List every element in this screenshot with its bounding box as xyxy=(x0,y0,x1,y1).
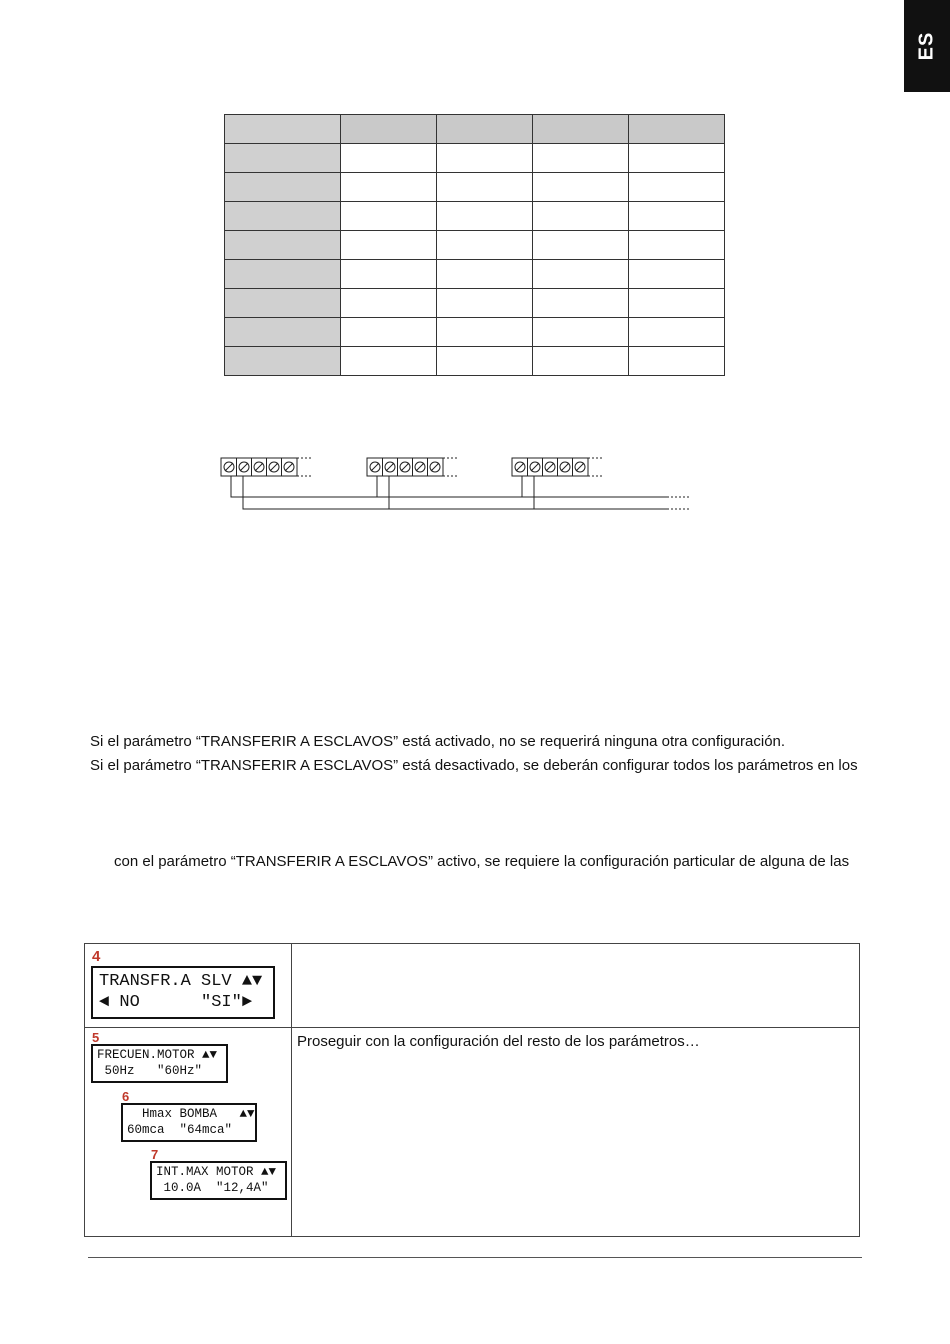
paragraph-transfer-on: Si el parámetro “TRANSFERIR A ESCLAVOS” está activado, no se requerirá ninguna otra configuración. xyxy=(90,733,786,750)
language-tab-label: ES xyxy=(915,31,938,61)
paragraph-transfer-note: con el parámetro “TRANSFERIR A ESCLAVOS” activo, se requiere la configuración particular de alguna de las xyxy=(114,853,850,870)
table-row xyxy=(225,260,725,289)
table-row xyxy=(225,202,725,231)
language-tab xyxy=(904,0,950,92)
table-row xyxy=(225,289,725,318)
table-row xyxy=(225,347,725,376)
terminal-wiring-diagram xyxy=(215,450,695,520)
table-row xyxy=(225,115,725,144)
bus-wires xyxy=(231,476,689,509)
step-number-7: 7 xyxy=(151,1147,159,1162)
table-row xyxy=(225,231,725,260)
table-row xyxy=(225,318,725,347)
blank-grid-table xyxy=(224,114,725,376)
step-number-4: 4 xyxy=(92,948,101,965)
configuration-table xyxy=(84,943,860,1237)
lcd-motor-max-current: INT.MAX MOTOR ▲▼ 10.0A "12,4A" xyxy=(150,1161,287,1200)
paragraph-transfer-off: Si el parámetro “TRANSFERIR A ESCLAVOS” está desactivado, se deberán configurar todos los parámetros en los xyxy=(90,757,858,774)
lcd-hmax-pump: Hmax BOMBA ▲▼ 60mca "64mca" xyxy=(121,1103,257,1142)
step-number-5: 5 xyxy=(92,1030,100,1045)
step-number-6: 6 xyxy=(122,1089,130,1104)
terminal-block xyxy=(367,458,459,476)
table-row xyxy=(225,173,725,202)
terminal-block xyxy=(512,458,604,476)
terminal-block xyxy=(221,458,313,476)
footer-rule xyxy=(88,1257,862,1258)
lcd-transfer-slaves: TRANSFR.A SLV ▲▼ ◄ NO "SI"► xyxy=(91,966,275,1019)
table-row xyxy=(225,144,725,173)
lcd-motor-frequency: FRECUEN.MOTOR ▲▼ 50Hz "60Hz" xyxy=(91,1044,228,1083)
continue-configuration-text: Proseguir con la configuración del resto de los parámetros… xyxy=(297,1033,700,1050)
